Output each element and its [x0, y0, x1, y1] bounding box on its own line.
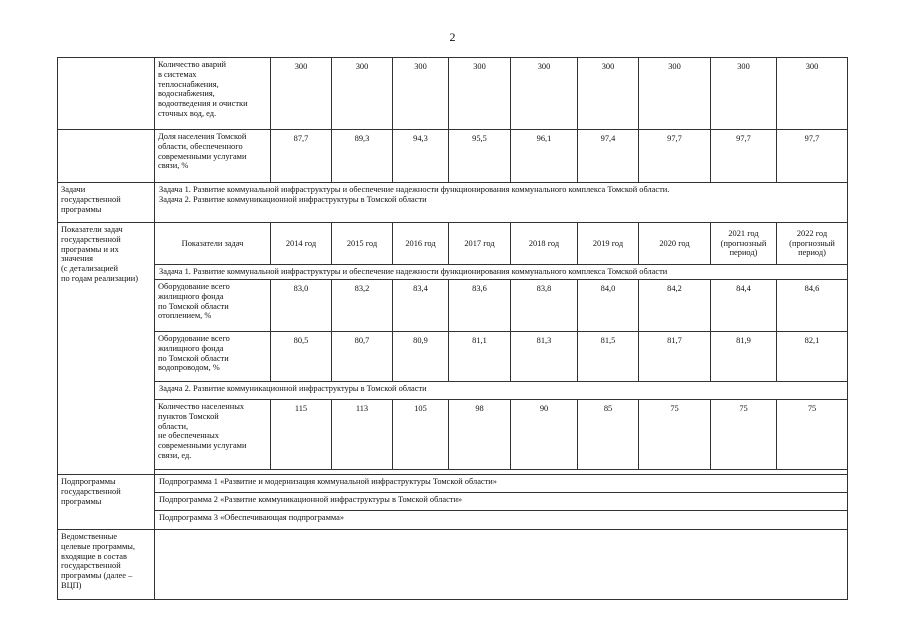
year-header: 2020 год	[639, 223, 711, 265]
value-cell: 83,4	[393, 280, 449, 332]
indicator-label: Количество аварий в системах теплоснабжения, водоснабжения, водоотведения и очистки сточных вод, ед.	[155, 58, 271, 130]
value-cell: 81,7	[639, 332, 711, 382]
value-cell: 96,1	[511, 130, 578, 183]
indicators-header-row	[58, 223, 848, 265]
value-cell: 97,7	[777, 130, 848, 183]
value-cell: 84,2	[639, 280, 711, 332]
value-cell: 81,3	[511, 332, 578, 382]
indicator-label: Количество населенных пунктов Томской области, не обеспеченных современными услугами связи, ед.	[155, 400, 271, 470]
value-cell: 84,4	[711, 280, 777, 332]
value-cell: 300	[777, 58, 848, 130]
value-cell: 300	[511, 58, 578, 130]
value-cell: 300	[578, 58, 639, 130]
subprogram-row	[58, 475, 848, 493]
value-cell: 105	[393, 400, 449, 470]
table-row	[58, 58, 848, 130]
value-cell: 81,9	[711, 332, 777, 382]
value-cell: 87,7	[271, 130, 332, 183]
value-cell: 90	[511, 400, 578, 470]
vcp-section-label: Ведомственные целевые программы, входящие в состав государственной программы (далее – ВЦП)	[58, 530, 155, 600]
value-cell: 89,3	[332, 130, 393, 183]
subprogram-item: Подпрограмма 1 «Развитие и модернизация коммунальной инфраструктуры Томской области»	[155, 475, 848, 493]
value-cell: 300	[449, 58, 511, 130]
tasks-section-label: Задачи государственной программы	[58, 183, 155, 223]
vcp-row	[58, 530, 848, 600]
value-cell: 75	[711, 400, 777, 470]
value-cell: 82,1	[777, 332, 848, 382]
table-row	[58, 280, 848, 332]
value-cell: 75	[639, 400, 711, 470]
value-cell: 84,0	[578, 280, 639, 332]
passport-table	[57, 57, 848, 600]
year-header: 2019 год	[578, 223, 639, 265]
table-row	[58, 332, 848, 382]
vcp-content	[155, 530, 848, 600]
page-number: 2	[449, 30, 456, 44]
empty-label-cell	[58, 130, 155, 183]
value-cell: 80,7	[332, 332, 393, 382]
year-header: 2022 год (прогнозный период)	[777, 223, 848, 265]
value-cell: 97,7	[639, 130, 711, 183]
year-header: 2021 год (прогнозный период)	[711, 223, 777, 265]
task-title-row	[58, 382, 848, 400]
year-header: 2016 год	[393, 223, 449, 265]
year-header: 2014 год	[271, 223, 332, 265]
subprogram-item: Подпрограмма 3 «Обеспечивающая подпрограмма»	[155, 511, 848, 530]
indicator-label: Оборудование всего жилищного фонда по Томской области отоплением, %	[155, 280, 271, 332]
table-row	[58, 130, 848, 183]
value-cell: 113	[332, 400, 393, 470]
value-cell: 300	[271, 58, 332, 130]
value-cell: 83,2	[332, 280, 393, 332]
task-item: Задача 2. Развитие коммуникационной инфраструктуры в Томской области	[159, 194, 427, 204]
tasks-row	[58, 183, 848, 223]
table-row	[58, 400, 848, 470]
task-title-row	[58, 265, 848, 280]
year-header: 2017 год	[449, 223, 511, 265]
year-header: 2015 год	[332, 223, 393, 265]
value-cell: 80,9	[393, 332, 449, 382]
task2-title: Задача 2. Развитие коммуникационной инфраструктуры в Томской области	[155, 382, 848, 400]
tasks-list	[155, 183, 848, 223]
value-cell: 94,3	[393, 130, 449, 183]
value-cell: 300	[332, 58, 393, 130]
year-header: 2018 год	[511, 223, 578, 265]
value-cell: 81,5	[578, 332, 639, 382]
value-cell: 97,4	[578, 130, 639, 183]
indicator-label: Оборудование всего жилищного фонда по Томской области водопроводом, %	[155, 332, 271, 382]
value-cell: 75	[777, 400, 848, 470]
value-cell: 83,8	[511, 280, 578, 332]
indicator-label: Доля населения Томской области, обеспеченного современными услугами связи, %	[155, 130, 271, 183]
value-cell: 300	[711, 58, 777, 130]
value-cell: 98	[449, 400, 511, 470]
task1-title: Задача 1. Развитие коммунальной инфраструктуры и обеспечение надежности функционирования коммунального комплекса Томской области	[155, 265, 848, 280]
value-cell: 80,5	[271, 332, 332, 382]
value-cell: 83,0	[271, 280, 332, 332]
value-cell: 300	[639, 58, 711, 130]
subprograms-section-label: Подпрограммы государственной программы	[58, 475, 155, 530]
subprogram-row	[58, 493, 848, 511]
indicators-header-label: Показатели задач	[155, 223, 271, 265]
task-item: Задача 1. Развитие коммунальной инфраструктуры и обеспечение надежности функционирования коммунального комплекса Томской области.	[159, 185, 670, 194]
subprogram-row	[58, 511, 848, 530]
value-cell: 95,5	[449, 130, 511, 183]
indicators-section-label: Показатели задач государственной программы и их значения (с детализацией по годам реализации)	[58, 223, 155, 475]
value-cell: 81,1	[449, 332, 511, 382]
value-cell: 85	[578, 400, 639, 470]
value-cell: 300	[393, 58, 449, 130]
value-cell: 97,7	[711, 130, 777, 183]
value-cell: 83,6	[449, 280, 511, 332]
subprogram-item: Подпрограмма 2 «Развитие коммуникационной инфраструктуры в Томской области»	[155, 493, 848, 511]
value-cell: 115	[271, 400, 332, 470]
value-cell: 84,6	[777, 280, 848, 332]
empty-label-cell	[58, 58, 155, 130]
